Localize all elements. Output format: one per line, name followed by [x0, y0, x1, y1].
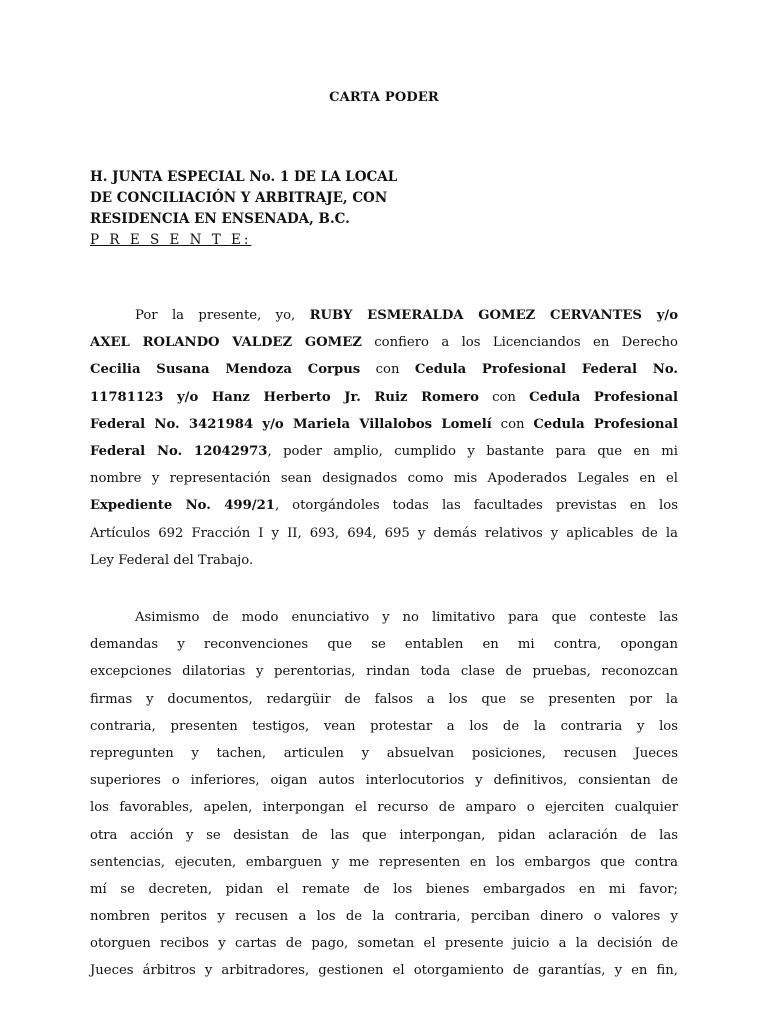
bold-text-run: Expediente No. 499/21 [90, 498, 275, 514]
text-run: Por la presente, yo, [135, 308, 310, 323]
paragraph-appointment [90, 302, 678, 574]
text-run: nombre y representación sean designados como mis Apoderados Legales en el [90, 471, 678, 487]
bold-text-run: Cecilia Susana Mendoza Corpus [90, 362, 361, 378]
text-run: , poder amplio, cumplido y bastante para que en mi [267, 443, 678, 459]
bold-text-run: 11781123 y/o Hanz Herberto Jr. Ruiz Romero [90, 389, 479, 405]
bold-text-run: Federal No. 12042973 [90, 443, 268, 459]
document-title: CARTA PODER [329, 90, 439, 105]
bold-text-run: Cedula Profesional [533, 416, 679, 432]
text-run: confiero a los Licenciandos en Derecho [361, 335, 678, 351]
paragraph-line: firmas y documentos, redargüir de falsos a los que se presenten por la [90, 691, 678, 707]
paragraph-line: contraria, presenten testigos, vean protestar a los de la contraria y los [90, 718, 678, 734]
paragraph-line: Asimismo de modo enunciativo y no limitativo para que conteste las [135, 610, 678, 625]
text-run: con [360, 362, 415, 378]
text-run: Ley Federal del Trabajo. [90, 552, 254, 568]
paragraph-line [90, 329, 678, 356]
text-run: , otorgándoles todas las facultades previstas en los [274, 498, 678, 514]
paragraph-line: los favorables, apelen, interpongan el recurso de amparo o ejerciten cualquier [90, 800, 678, 816]
bold-text-run: Cedula Profesional [529, 389, 679, 405]
paragraph-line [90, 465, 678, 492]
addressee-line: RESIDENCIA EN ENSENADA, B.C. [90, 211, 350, 227]
paragraph-line: demandas y reconvenciones que se entablen en mi contra, opongan [90, 637, 678, 653]
paragraph-line: Jueces árbitros y arbitradores, gestionen el otorgamiento de garantías, y en fin, [90, 963, 678, 979]
paragraph-line [90, 438, 678, 465]
paragraph-line: otra acción y se desistan de las que interpongan, pidan aclaración de las [90, 827, 678, 843]
paragraph-line: excepciones dilatorias y perentorias, rindan toda clase de pruebas, reconozcan [90, 664, 678, 680]
paragraph-line: sentencias, ejecuten, embarguen y me representen en los embargos que contra [90, 854, 678, 870]
text-run: con [491, 416, 534, 432]
paragraph-line [90, 302, 678, 329]
paragraph-line: superiores o inferiores, oigan autos interlocutorios y definitivos, consientan de [90, 773, 678, 789]
paragraph-line [90, 356, 678, 383]
text-run: con [478, 389, 530, 405]
paragraph-line: repregunten y tachen, articulen y absuelvan posiciones, recusen Jueces [90, 745, 678, 761]
paragraph-line [90, 520, 678, 547]
bold-text-run: AXEL ROLANDO VALDEZ GOMEZ [90, 335, 362, 351]
bold-text-run: RUBY ESMERALDA GOMEZ CERVANTES y/o [309, 308, 678, 323]
addressee-block [90, 167, 550, 251]
paragraph-line [90, 547, 678, 574]
paragraph-line [90, 492, 678, 519]
addressee-line: DE CONCILIACIÓN Y ARBITRAJE, CON [90, 190, 388, 206]
paragraph-line: mí se decreten, pidan el remate de los bienes embargados en mi favor; [90, 881, 678, 897]
bold-text-run: Federal No. 3421984 y/o Mariela Villalobos Lomelí [90, 416, 492, 432]
paragraph-line [90, 384, 678, 411]
addressee-line: H. JUNTA ESPECIAL No. 1 DE LA LOCAL [90, 169, 398, 185]
presente-label: P R E S E N T E: [90, 232, 252, 248]
text-run: Artículos 692 Fracción I y II, 693, 694, 695 y demás relativos y aplicables de la [90, 525, 678, 541]
bold-text-run: Cedula Profesional Federal No. [414, 362, 678, 378]
paragraph-line: nombren peritos y recusen a los de la contraria, perciban dinero o valores y [90, 909, 678, 925]
paragraph-line [90, 411, 678, 438]
paragraph-faculties [90, 604, 678, 985]
paragraph-line: otorguen recibos y cartas de pago, sometan el presente juicio a la decisión de [90, 936, 678, 952]
